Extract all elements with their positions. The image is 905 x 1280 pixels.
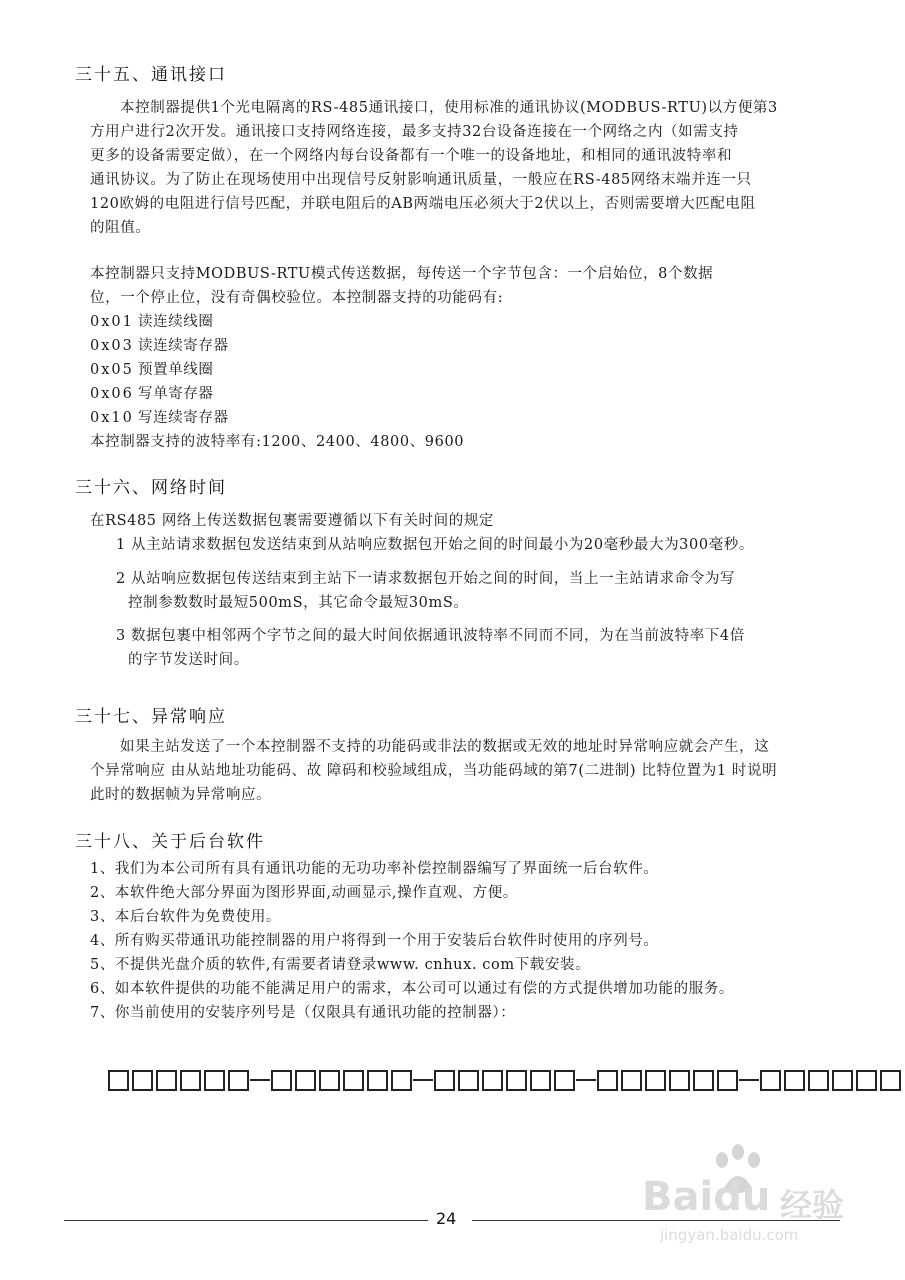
serial-dash: [413, 1079, 433, 1081]
function-desc: 写单寄存器: [138, 386, 214, 402]
serial-group: [434, 1070, 578, 1091]
list-item: 6、如本软件提供的功能不能满足用户的需求，本公司可以通过有偿的方式提供增加功能的服务。: [90, 981, 735, 997]
list-item: 1、我们为本公司所有具有通讯功能的无功功率补偿控制器编写了界面统一后台软件。: [90, 861, 659, 877]
watermark-brand-cn: 经验: [780, 1186, 845, 1224]
serial-box: [271, 1070, 292, 1091]
function-code: 0x01: [90, 314, 134, 330]
section-36-title: 三十六、网络时间: [75, 478, 227, 498]
serial-box: [880, 1070, 901, 1091]
function-code: 0x05: [90, 362, 134, 378]
section-35-para2: [90, 262, 713, 310]
text-line: 控制参数数时最短500mS，其它命令最短30mS。: [128, 595, 469, 611]
function-desc: 预置单线圈: [138, 362, 214, 378]
text-line: 2 从站响应数据包传送结束到主站下一请求数据包开始之间的时间，当上一主站请求命令为写: [116, 571, 736, 587]
text-line: 本控制器只支持MODBUS-RTU模式传送数据，每传送一个字节包含：一个启始位，8个数据: [90, 266, 714, 282]
list-item: 7、你当前使用的安装序列号是（仅限具有通讯功能的控制器）：: [90, 1005, 516, 1021]
serial-box: [204, 1070, 225, 1091]
text-line: 通讯协议。为了防止在现场使用中出现信号反射影响通讯质量，一般应在RS-485网络末端并连一只: [90, 172, 752, 188]
serial-group: [108, 1070, 252, 1091]
list-item: [90, 358, 464, 382]
baud-rates: 本控制器支持的波特率有:1200、2400、4800、9600: [90, 434, 465, 450]
footer-rule-left: [64, 1220, 428, 1221]
watermark-url: jingyan.baidu.com: [660, 1226, 799, 1244]
text-line: 1 从主站请求数据包发送结束到从站响应数据包开始之间的时间最小为20毫秒最大为300毫秒。: [116, 537, 754, 553]
function-desc: 写连续寄存器: [138, 410, 229, 426]
list-item: [90, 406, 464, 430]
serial-box: [856, 1070, 877, 1091]
text-line: 120欧姆的电阻进行信号匹配，并联电阻后的AB两端电压必须大于2伏以上，否则需要增大匹配电阻: [90, 196, 756, 212]
list-item: [90, 334, 464, 358]
timing-rule-1: [116, 533, 754, 557]
text-line: 个异常响应 由从站地址功能码、故 障码和校验域组成，当功能码域的第7(二进制) 比特位置为1 时说明: [90, 763, 778, 779]
section-35-para1: [90, 96, 778, 240]
serial-dash: [739, 1079, 759, 1081]
text-line: 的字节发送时间。: [128, 652, 249, 668]
serial-dash: [250, 1079, 270, 1081]
serial-box: [717, 1070, 738, 1091]
text-line: 位，一个停止位，没有奇偶校验位。本控制器支持的功能码有:: [90, 290, 504, 306]
serial-box: [760, 1070, 781, 1091]
serial-box: [530, 1070, 551, 1091]
baidu-jingyan-watermark: [640, 1140, 860, 1250]
timing-rule-3: [116, 624, 745, 672]
serial-group: [271, 1070, 415, 1091]
text-line: 3 数据包裹中相邻两个字节之间的最大时间依据通讯波特率不同而不同，为在当前波特率下4倍: [116, 628, 745, 644]
list-item: [90, 382, 464, 406]
serial-box: [132, 1070, 153, 1091]
serial-box: [669, 1070, 690, 1091]
serial-group: [597, 1070, 741, 1091]
serial-box: [295, 1070, 316, 1091]
list-item: [90, 310, 464, 334]
function-code: 0x06: [90, 386, 134, 402]
serial-box: [156, 1070, 177, 1091]
text-line: 此时的数据帧为异常响应。: [90, 787, 272, 803]
list-item: 4、所有购买带通讯功能控制器的用户将得到一个用于安装后台软件时使用的序列号。: [90, 933, 659, 949]
function-code-list: [90, 310, 464, 454]
text-line: 的阻值。: [90, 220, 151, 236]
serial-box: [482, 1070, 503, 1091]
text-line: 如果主站发送了一个本控制器不支持的功能码或非法的数据或无效的地址时异常响应就会产生，这: [120, 739, 770, 755]
software-notes-list: [90, 857, 734, 1025]
function-desc: 读连续线圈: [138, 314, 214, 330]
serial-box: [228, 1070, 249, 1091]
watermark-brand: Baidu: [642, 1174, 771, 1220]
text-line: 本控制器提供1个光电隔离的RS-485通讯接口，使用标准的通讯协议(MODBUS-RTU)以方便第3: [120, 100, 778, 116]
serial-box: [693, 1070, 714, 1091]
serial-box: [597, 1070, 618, 1091]
serial-box: [391, 1070, 412, 1091]
serial-number-boxes: [108, 1067, 904, 1093]
serial-box: [434, 1070, 455, 1091]
serial-group: [760, 1070, 904, 1091]
text-line: 方用户进行2次开发。通讯接口支持网络连接，最多支持32台设备连接在一个网络之内（如需支持: [90, 124, 739, 140]
serial-box: [621, 1070, 642, 1091]
serial-box: [180, 1070, 201, 1091]
serial-box: [554, 1070, 575, 1091]
serial-box: [784, 1070, 805, 1091]
serial-dash: [576, 1079, 596, 1081]
function-code: 0x03: [90, 338, 134, 354]
function-code: 0x10: [90, 410, 134, 426]
serial-box: [108, 1070, 129, 1091]
function-desc: 读连续寄存器: [138, 338, 229, 354]
section-36-intro: 在RS485 网络上传送数据包裹需要遵循以下有关时间的规定: [90, 513, 495, 529]
list-item: 3、本后台软件为免费使用。: [90, 909, 282, 925]
serial-box: [832, 1070, 853, 1091]
serial-box: [343, 1070, 364, 1091]
list-item: 2、本软件绝大部分界面为图形界面,动画显示,操作直观、方便。: [90, 885, 518, 901]
serial-box: [506, 1070, 527, 1091]
serial-box: [645, 1070, 666, 1091]
serial-box: [808, 1070, 829, 1091]
text-line: 更多的设备需要定做），在一个网络内每台设备都有一个唯一的设备地址，和相同的通讯波特率和: [90, 148, 733, 164]
list-item: 5、不提供光盘介质的软件,有需要者请登录www. cnhux. com下载安装。: [90, 957, 591, 973]
section-38-title: 三十八、关于后台软件: [75, 832, 265, 852]
timing-rule-2: [116, 567, 735, 615]
serial-box: [458, 1070, 479, 1091]
serial-box: [319, 1070, 340, 1091]
section-35-title: 三十五、通讯接口: [75, 65, 227, 85]
section-37-title: 三十七、异常响应: [75, 707, 227, 727]
section-37-para: [90, 735, 777, 807]
serial-box: [367, 1070, 388, 1091]
page-number: 24: [436, 1209, 457, 1228]
